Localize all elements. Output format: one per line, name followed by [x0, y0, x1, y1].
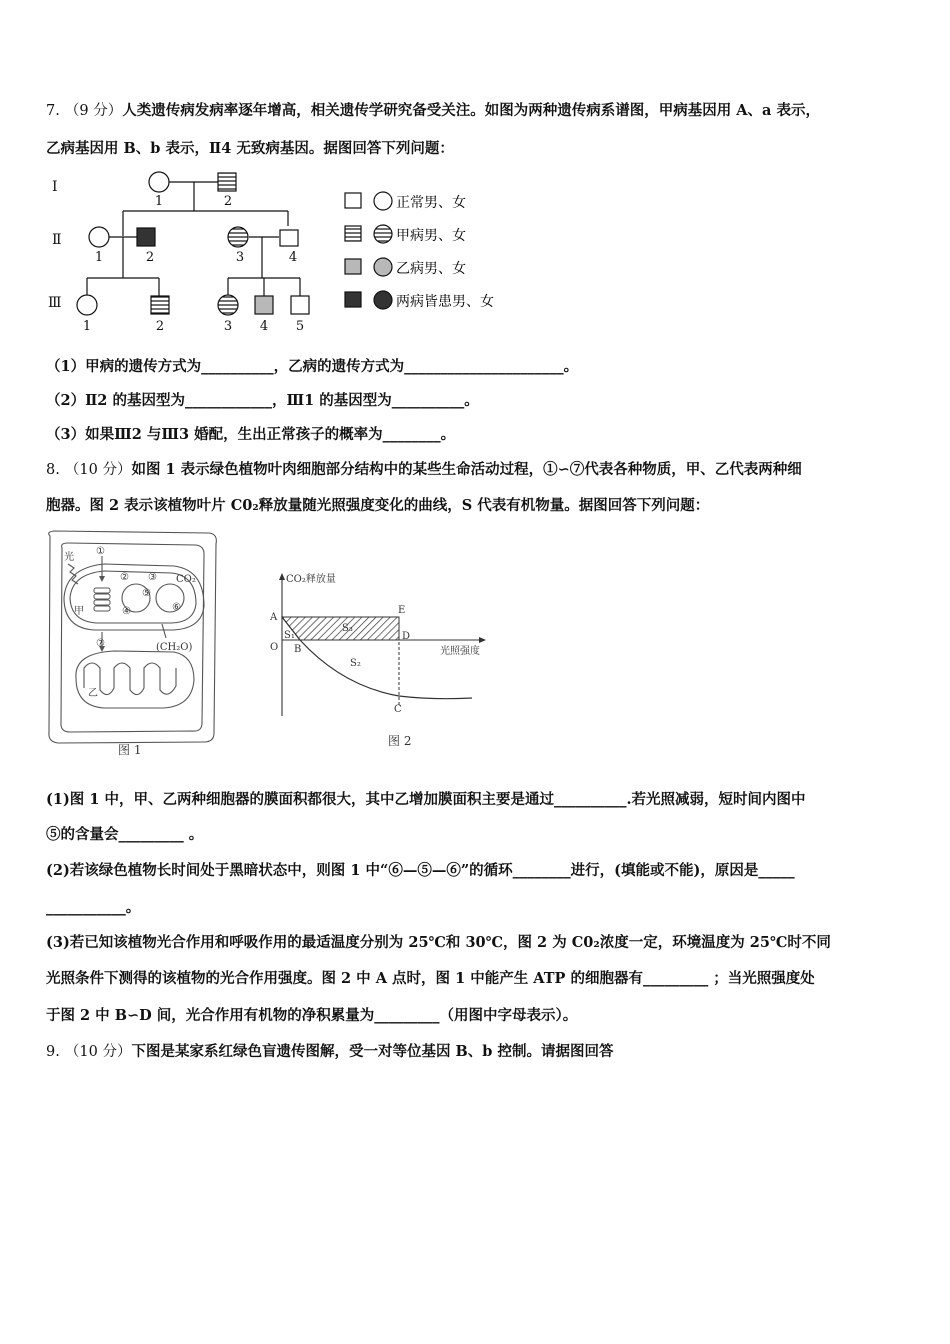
II-4-normal-male: [280, 230, 298, 246]
label-II-1: 1: [94, 250, 104, 265]
q7-stem-1: 人类遗传病发病率逐年增高，相关遗传学研究备受关注。如图为两种遗传病系谱图，甲病基因用 A、a 表示，: [122, 102, 820, 119]
I-1-normal-female: [149, 172, 169, 192]
III-3-disease-a-female: [218, 295, 238, 315]
gen-label-II: Ⅱ: [52, 232, 62, 248]
gen-label-I: Ⅰ: [52, 179, 58, 195]
fig1-jia-label: 甲: [74, 606, 84, 617]
q8-number: 8.: [46, 462, 60, 478]
label-III-4: 4: [259, 319, 269, 334]
label-III-5: 5: [295, 319, 305, 334]
q7-score: （9 分）: [64, 103, 123, 119]
III-1-normal-female: [77, 295, 97, 315]
legend-both: 两病皆患男、女: [396, 294, 494, 310]
q8-sub2a: (2)若该绿色植物长时间处于黑暗状态中，则图 1 中“⑥—⑤—⑥”的循环________进行，(填能或不能)，原因是_____: [46, 862, 795, 879]
q8-stem-1: 如图 1 表示绿色植物叶肉细胞部分结构中的某些生命活动过程，①∽⑦代表各种物质，甲、乙代表两种细: [131, 461, 802, 478]
fig1-cell-diagram: [44, 528, 224, 758]
II-3-disease-a-female: [228, 227, 248, 247]
fig1-num-1: ①: [96, 546, 105, 557]
fig2-label-s2: S₂: [350, 658, 361, 669]
q7-line1: [46, 101, 820, 121]
I-2-disease-a-male: [218, 173, 236, 191]
q7-sub1: （1）甲病的遗传方式为__________，乙病的遗传方式为______________________。: [46, 358, 579, 375]
fig1-num-4: ④: [122, 606, 131, 617]
III-4-disease-b-male: [255, 296, 273, 314]
II-2-both-diseases-male: [137, 228, 155, 246]
fig1-num-3: ③: [148, 572, 157, 583]
label-I-1: 1: [154, 194, 164, 209]
q7-number: 7.: [46, 103, 60, 119]
label-III-1: 1: [82, 319, 92, 334]
fig1-yi-label: 乙: [88, 688, 98, 699]
fig1-co2-label: CO₂: [176, 574, 196, 585]
fig2-point-d: D: [402, 631, 411, 642]
q8-sub2b: ___________。: [46, 899, 141, 916]
q9-stem-1: 下图是某家系红绿色盲遗传图解，受一对等位基因 B、b 控制。请据图回答: [131, 1043, 614, 1060]
q7-sub2: （2）Ⅱ2 的基因型为____________，Ⅲ1 的基因型为__________。: [46, 392, 479, 409]
q8-sub3b: 光照条件下测得的该植物的光合作用强度。图 2 中 A 点时，图 1 中能产生 ATP 的细胞器有_________ ；当光照强度处: [46, 970, 815, 987]
fig2-point-c: C: [394, 704, 402, 715]
II-1-normal-female: [89, 227, 109, 247]
fig2-ylabel: CO₂释放量: [286, 574, 336, 585]
label-III-2: 2: [155, 319, 165, 334]
fig1-caption: 图 1: [118, 743, 142, 757]
fig2-caption: 图 2: [388, 734, 412, 748]
q8-sub1b: ⑤的含量会_________ 。: [46, 826, 204, 843]
fig2-xlabel: 光照强度: [440, 646, 480, 657]
fig1-num-2: ②: [120, 572, 129, 583]
pedigree-legend: [345, 192, 494, 310]
label-III-3: 3: [223, 319, 233, 334]
fig2-point-e: E: [398, 605, 406, 616]
fig2-point-b: B: [294, 644, 302, 655]
fig2-s3-region: [282, 617, 399, 640]
q7-stem-2: 乙病基因用 B、b 表示，Ⅱ4 无致病基因。据图回答下列问题：: [46, 140, 454, 157]
label-II-4: 4: [288, 250, 298, 265]
fig2-co2-chart: [262, 568, 492, 753]
q8-stem-2: 胞器。图 2 表示该植物叶片 C0₂释放量随光照强度变化的曲线，S 代表有机物量。据图回答下列问题：: [46, 497, 710, 514]
fig2-origin-o: O: [270, 642, 279, 653]
III-5-normal-male: [291, 296, 309, 314]
label-II-3: 3: [235, 250, 245, 265]
q9-line1: [46, 1042, 613, 1062]
q8-sub3a: (3)若已知该植物光合作用和呼吸作用的最适温度分别为 25℃和 30℃，图 2 为 C0₂浓度一定，环境温度为 25℃时不同: [46, 934, 831, 951]
fig1-ch2o-label: (CH₂O): [156, 642, 193, 653]
q8-score: （10 分）: [64, 462, 132, 478]
q9-score: （10 分）: [64, 1044, 132, 1060]
fig1-light-label: 光: [64, 552, 74, 563]
label-I-2: 2: [223, 194, 233, 209]
legend-normal: 正常男、女: [396, 195, 466, 211]
q8-sub3c: 于图 2 中 B∽D 间，光合作用有机物的净积累量为_________（用图中字母表示）。: [46, 1007, 578, 1024]
pedigree-diagram: [40, 168, 540, 340]
q8-sub1a: (1)图 1 中，甲、乙两种细胞器的膜面积都很大，其中乙增加膜面积主要是通过__________.若光照减弱，短时间内图中: [46, 791, 806, 808]
fig1-num-5: ⑤: [142, 588, 151, 599]
fig1-num-7: ⑦: [96, 638, 105, 649]
legend-disease-b: 乙病男、女: [396, 261, 466, 277]
fig1-num-6: ⑥: [172, 602, 181, 613]
q9-number: 9.: [46, 1044, 60, 1060]
label-II-2: 2: [145, 250, 155, 265]
fig2-label-s1: S₁: [284, 630, 295, 641]
fig2-label-s3: S₃: [342, 623, 353, 634]
gen-label-III: Ⅲ: [48, 295, 62, 311]
legend-disease-a: 甲病男、女: [396, 228, 466, 244]
III-2-disease-a-male: [151, 296, 169, 314]
q7-sub3: （3）如果Ⅲ2 与Ⅲ3 婚配，生出正常孩子的概率为________。: [46, 426, 456, 443]
q8-line1: [46, 460, 802, 480]
fig2-point-a: A: [270, 612, 278, 623]
